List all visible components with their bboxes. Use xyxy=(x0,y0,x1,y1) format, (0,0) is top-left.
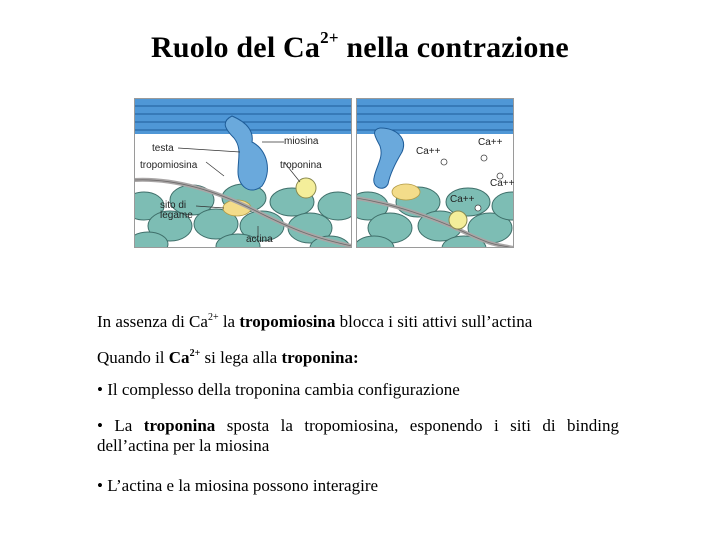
title-suffix: nella contrazione xyxy=(338,31,569,64)
title-superscript: 2+ xyxy=(320,28,339,47)
label-legame: legame xyxy=(160,210,193,221)
text-segment: Quando il xyxy=(97,348,169,367)
contraction-diagram xyxy=(134,98,514,248)
panel-activated xyxy=(348,98,514,248)
text-segment: In assenza di Ca xyxy=(97,312,208,331)
text-line-absence-calcium xyxy=(97,308,619,332)
calcium-label: Ca++ xyxy=(416,146,441,157)
text-line-calcium-binds xyxy=(97,344,619,368)
bullet-configuration: • Il complesso della troponina cambia configurazione xyxy=(97,380,460,399)
calcium-label: Ca++ xyxy=(450,194,475,205)
text-segment: la xyxy=(218,312,240,331)
calcium-label: Ca++ xyxy=(490,178,514,189)
panel-relaxed xyxy=(134,98,358,248)
superscript: 2+ xyxy=(189,348,201,359)
text-segment: si lega alla xyxy=(200,348,282,367)
bold-term: troponina: xyxy=(281,348,359,367)
bold-term: Ca xyxy=(168,348,190,367)
label-miosina: miosina xyxy=(284,136,319,147)
label-testa: testa xyxy=(152,143,174,154)
bold-term: troponina xyxy=(143,416,216,435)
text-segment: sposta la tropomiosina, esponendo i siti di binding dell’actina per la miosina xyxy=(97,416,619,455)
label-tropomiosina: tropomiosina xyxy=(140,160,198,171)
slide-title xyxy=(0,28,720,65)
bullet-interaction: • L’actina e la miosina possono interagire xyxy=(97,476,379,495)
label-actina: actina xyxy=(246,234,273,245)
binding-site-exposed xyxy=(392,184,420,200)
superscript: 2+ xyxy=(207,312,219,323)
text-segment: • La xyxy=(97,416,144,435)
text-segment: blocca i siti attivi sull’actina xyxy=(335,312,533,331)
bold-term: tropomiosina xyxy=(239,312,336,331)
calcium-label: Ca++ xyxy=(478,137,503,148)
bullet-troponin-shift xyxy=(97,416,619,456)
label-troponina: troponina xyxy=(280,160,322,171)
title-prefix: Ruolo del Ca xyxy=(151,31,321,64)
troponin-calcium-bound xyxy=(449,211,467,229)
label-sito-di: sito di xyxy=(160,200,187,211)
